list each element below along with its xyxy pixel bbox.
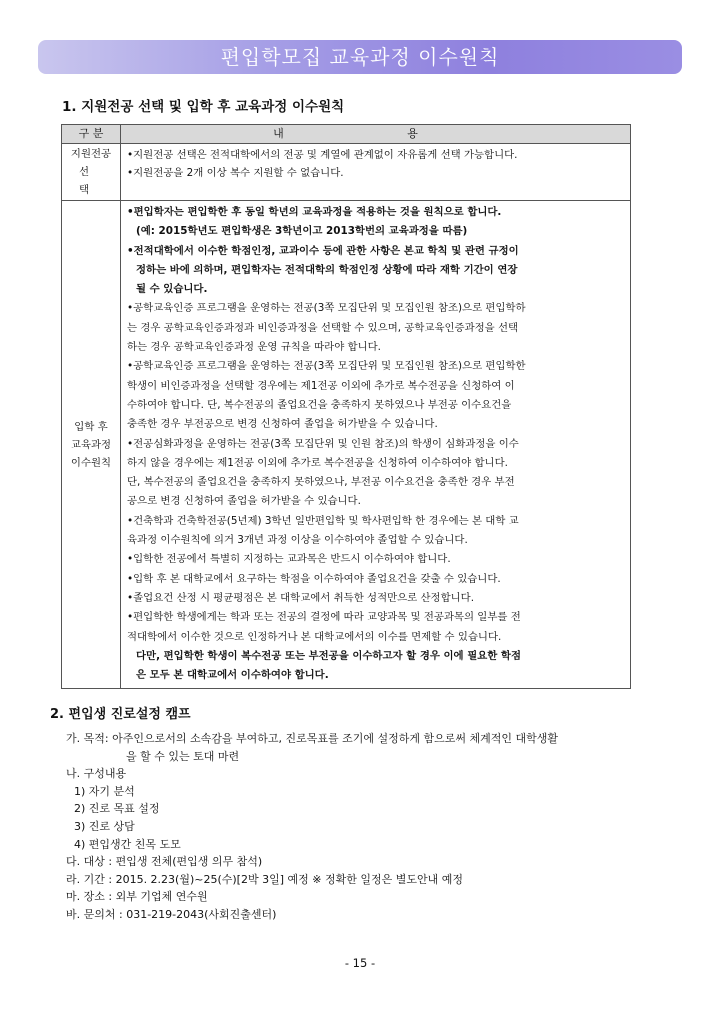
row2-line: •졸업요건 산정 시 평균평점은 본 대학교에서 취득한 성적만으로 산정합니다. — [127, 591, 475, 604]
row1-label-line1: 지원전공 — [70, 148, 112, 160]
curriculum-table — [61, 124, 631, 689]
section2-line: 다. 대상 : 편입생 전체(편입생 의무 참석) — [66, 855, 263, 869]
row2-line: •입학 후 본 대학교에서 요구하는 학점을 이수하여야 졸업요건을 갖출 수 있습니다. — [127, 572, 501, 585]
page-number: - 15 - — [344, 956, 376, 970]
row2-line: 될 수 있습니다. — [136, 283, 208, 296]
row1-label-line2: 선 택 — [78, 166, 104, 196]
row2-line: 학생이 비인증과정을 선택할 경우에는 제1전공 이외에 추가로 복수전공을 신청하여 이 — [127, 379, 515, 392]
row2-line: •전적대학에서 이수한 학점인정, 교과이수 등에 관한 사항은 본교 학칙 및 관련 규정이 — [127, 244, 519, 257]
section2-line: 4) 편입생간 친목 도모 — [74, 837, 181, 851]
row2-line: 정하는 바에 의하며, 편입학자는 전적대학의 학점인정 상황에 따라 재학 기간이 연장 — [136, 263, 518, 276]
row2-label-line1: 입학 후 — [74, 420, 108, 433]
section2-line: 3) 진로 상담 — [74, 819, 135, 833]
row2-content — [121, 201, 631, 689]
table-row — [62, 144, 631, 201]
section2-line: 을 할 수 있는 토대 마련 — [126, 749, 240, 763]
section2-line: 2) 진로 목표 설정 — [74, 802, 160, 816]
row1-line: •지원전공을 2개 이상 복수 지원할 수 없습니다. — [127, 167, 344, 179]
row1-content — [121, 144, 631, 201]
row2-line: •전공심화과정을 운영하는 전공(3쪽 모집단위 및 인원 참조)의 학생이 심화과정을 이수 — [127, 437, 519, 450]
header-content: 내 용 — [121, 125, 631, 144]
section2-heading: 2. 편입생 진로설정 캠프 — [50, 707, 191, 722]
row2-line: 단, 복수전공의 졸업요건을 충족하지 못하였으나, 부전공 이수요건을 충족한 경우 부전 — [127, 476, 515, 489]
row2-label-line2: 교육과정 — [70, 438, 112, 451]
section2-line: 마. 장소 : 외부 기업체 연수원 — [66, 890, 208, 904]
section2-line: 나. 구성내용 — [66, 767, 127, 781]
row2-line: (예: 2015학년도 편입학생은 3학년이고 2013학번의 교육과정을 따름) — [136, 225, 468, 238]
section1-heading: 1. 지원전공 선택 및 입학 후 교육과정 이수원칙 — [62, 99, 345, 115]
section2-line: 1) 자기 분석 — [74, 784, 135, 798]
table-header-row — [62, 125, 631, 144]
row2-line: 다만, 편입학한 학생이 복수전공 또는 부전공을 이수하고자 할 경우 이에 필요한 학점 — [136, 649, 522, 662]
row2-line: 하지 않을 경우에는 제1전공 이외에 추가로 복수전공을 신청하여 이수하여야 합니다. — [127, 456, 508, 469]
row2-line: •건축학과 건축학전공(5년제) 3학년 일반편입학 및 학사편입학 한 경우에는 본 대학 교 — [127, 514, 519, 527]
section2-line: 라. 기간 : 2015. 2.23(월)~25(수)[2박 3일] 예정 ※ 정확한 일정은 별도안내 예정 — [66, 872, 463, 886]
section2-line: 가. 목적: 아주인으로서의 소속감을 부여하고, 진로목표를 조기에 설정하게 함으로써 체계적인 대학생활 — [66, 732, 558, 745]
row2-line: •공학교육인증 프로그램을 운영하는 전공(3쪽 모집단위 및 모집인원 참조)으로 편입학하 — [127, 302, 526, 315]
section2-body — [66, 730, 676, 924]
section2-line: 바. 문의처 : 031-219-2043(사회진출센터) — [66, 907, 277, 921]
row2-line: 육과정 이수원칙에 의거 3개년 과정 이상을 이수하여야 졸업할 수 있습니다. — [127, 534, 468, 547]
row2-line: 충족한 경우 부전공으로 변경 신청하여 졸업을 허가받을 수 있습니다. — [127, 418, 438, 431]
row2-label — [62, 201, 121, 689]
row2-line: •입학한 전공에서 특별히 지정하는 교과목은 반드시 이수하여야 합니다. — [127, 553, 451, 566]
row2-line: •편입학한 학생에게는 학과 또는 전공의 결정에 따라 교양과목 및 전공과목의 일부를 전 — [127, 611, 521, 624]
header-category: 구 분 — [62, 125, 121, 144]
page-banner-title: 편입학모집 교육과정 이수원칙 — [38, 40, 682, 74]
table-row — [62, 201, 631, 689]
row2-label-line3: 이수원칙 — [70, 456, 112, 469]
row2-line: 적대학에서 이수한 것으로 인정하거나 본 대학교에서의 이수를 면제할 수 있습니다. — [127, 630, 502, 643]
row2-line: •공학교육인증 프로그램을 운영하는 전공(3쪽 모집단위 및 모집인원 참조)으로 편입학한 — [127, 360, 526, 373]
row1-line: •지원전공 선택은 전적대학에서의 전공 및 계열에 관계없이 자유롭게 선택 가능합니다. — [127, 149, 518, 161]
row2-line: 수하여야 합니다. 단, 복수전공의 졸업요건을 충족하지 못하였으나 부전공 이수요건을 — [127, 398, 512, 411]
row2-line: 은 모두 본 대학교에서 이수하여야 합니다. — [136, 669, 329, 682]
row2-line: 는 경우 공학교육인증과정과 비인증과정을 선택할 수 있으며, 공학교육인증과정을 선택 — [127, 321, 519, 334]
row2-line: 하는 경우 공학교육인증과정 운영 규칙을 따라야 합니다. — [127, 341, 381, 354]
row1-label — [62, 144, 121, 201]
row2-line: •편입학자는 편입학한 후 동일 학년의 교육과정을 적용하는 것을 원칙으로 합니다. — [127, 206, 502, 218]
row2-line: 공으로 변경 신청하여 졸업을 허가받을 수 있습니다. — [127, 495, 361, 508]
